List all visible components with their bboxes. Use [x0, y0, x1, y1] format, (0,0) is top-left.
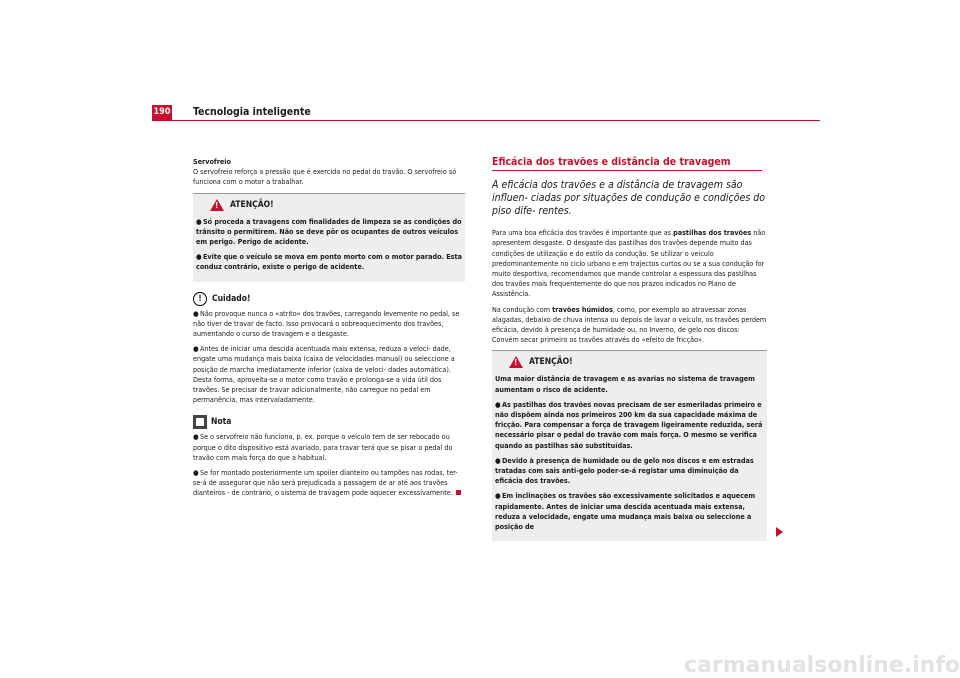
warning-heading [509, 356, 764, 368]
warning-heading [210, 199, 462, 211]
continue-arrow-icon [776, 527, 783, 537]
warning-triangle-icon [509, 356, 523, 368]
left-column [193, 157, 465, 504]
watermark: carmanualsonline.info [684, 653, 960, 678]
warning-triangle-icon [210, 199, 224, 211]
caution-item: ●Não provoque nunca o «atrito» dos travões, carregando levemente no pedal, se não tiver de travar de facto. Isso provocará o sobreaquecimento dos travões, aumentando o curso de travagem e o desgaste. [193, 308, 460, 339]
warning-lead: Uma maior distância de travagem e as avarias no sistema de travagem aumentam o risco de acidente. [495, 374, 755, 394]
caution-label: Cuidado! [212, 293, 251, 304]
section-title: Eficácia dos travões e distância de travagem [492, 156, 731, 168]
header-rule [152, 120, 820, 121]
servo-section [193, 157, 465, 188]
paragraph-wet-brakes: Na condução com travões húmidos, como, por exemplo ao atravessar zonas alagadas, debaixo de chuva intensa ou depois de lavar o veículo, os travões perdem eficácia, devido à presença de humidade ou, no Inverno, de gelo nos discos: Convém secar primeiro os travões através do «efeito de fricção». [492, 304, 767, 345]
end-mark-icon [456, 490, 461, 495]
servo-text: O servofreio reforça a pressão que é exercida no pedal do travão. O servofreio só funciona com o motor a trabalhar. [193, 167, 457, 187]
chapter-title: Tecnologia inteligente [193, 106, 311, 118]
note-label: Nota [211, 417, 232, 428]
warning-item: ●Evite que o veículo se mova em ponto morto com o motor parado. Esta conduz contrário, existe o perigo de acidente. [196, 252, 462, 272]
note-icon [193, 415, 207, 429]
warning-item: ●Devido à presença de humidade ou de gelo nos discos e em estradas tratadas com sais anti-gelo poder-se-á registar uma diminuição da eficácia dos travões. [495, 455, 754, 486]
servo-title: Servofreio [193, 157, 231, 166]
paragraph-pads: Para uma boa eficácia dos travões é importante que as pastilhas dos travões não apresentem desgaste. O desgaste das pastilhas dos travões depende muito das condições de utilização e do estilo da condução. Se utilizar o veículo predominantemente no ciclo urbano e em trajectos curtos ou se a sua condução for muito desportiva, recomendamos que mande controlar a espessura das pastilhas dos travões mais frequentemente do que nos prazos indicados no Plano de Assistência. [492, 228, 766, 299]
caution-item: ●Antes de iniciar uma descida acentuada mais extensa, reduza a veloci- dade, engate uma mudança mais baixa (caixa de velocidades manual) ou seleccione a posição de marcha imediatamente inferior (caixa de veloci- dades automática). Desta forma, aproveita-se o motor como travão e prolonga-se a vida útil dos travões. Se precisar de travar adicionalmente, não carregue no pedal em permanência, mas intervaladamente. [193, 344, 455, 405]
note-item: ●Se for montado posteriormente um spoiler dianteiro ou tampões nas rodas, ter-se-á de assegurar que não será prejudicada a passagem de ar até aos travões dianteiros - de contrário, o sistema de travagem pode aquecer excessivamente. [193, 468, 465, 499]
page-number: 190 [152, 105, 172, 120]
warning-item: ●As pastilhas dos travões novas precisam de ser esmeriladas primeiro e não dispõem ainda nos primeiros 200 km da sua capacidade máxima de fricção. Para compensar a força de travagem ligeiramente reduzida, será necessário pisar o pedal do travão com mais força. O mesmo se verifica quando as pastilhas são substituídas. [495, 399, 763, 450]
warning-box-left [193, 193, 465, 282]
warning-item: ●Só proceda a travagens com finalidades de limpeza se as condições do trânsito o permitirem. Não se deve pôr os ocupantes de outros veículos em perigo. Perigo de acidente. [196, 216, 462, 247]
caution-icon: ! [193, 292, 207, 306]
warning-box-right [492, 350, 767, 541]
section-rule [492, 170, 762, 171]
warning-label: ATENÇÃO! [529, 357, 573, 368]
note-item: ●Se o servofreio não funciona, p. ex. porque o veículo tem de ser rebocado ou porque o dito dispositivo está avariado, para travar terá que se pisar o pedal do travão com mais força do que a habitual. [193, 432, 453, 462]
warning-label: ATENÇÃO! [230, 199, 274, 210]
caution-heading [193, 292, 465, 306]
section-intro: A eficácia dos travões e a distância de travagem são influen- ciadas por situações de condução e condições do piso dife- rentes. [492, 179, 766, 218]
right-column [492, 157, 767, 549]
warning-item: ●Em inclinações os travões são excessivamente solicitados e aquecem rapidamente. Antes de iniciar uma descida acentuada mais extensa, reduza a velocidade, engate uma mudança mais baixa ou seleccione a posição de [495, 491, 756, 532]
note-heading [193, 415, 465, 429]
